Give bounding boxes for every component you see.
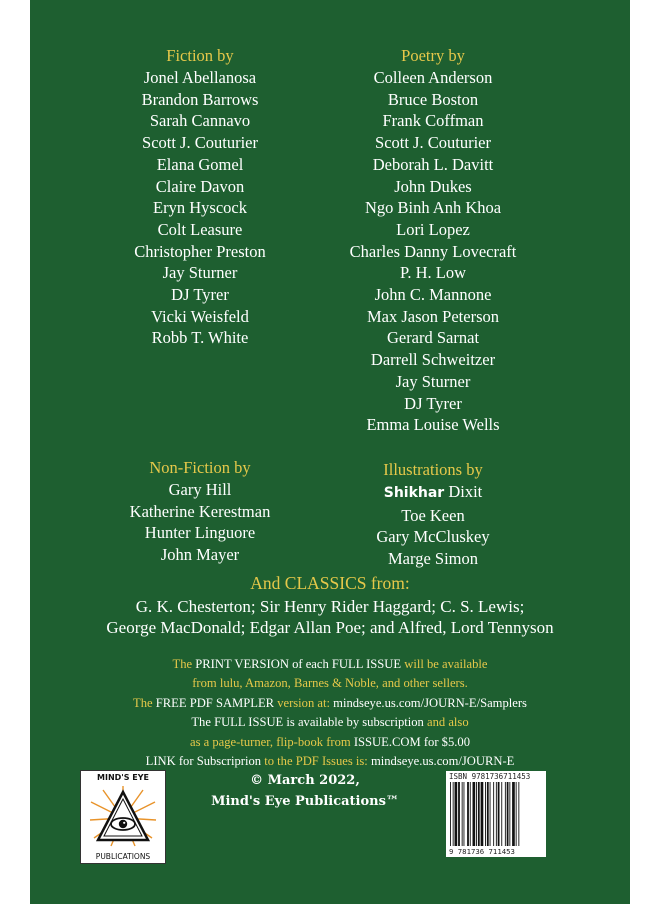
poetry-heading: Poetry by (401, 46, 465, 65)
contributor-name: Toe Keen (401, 505, 465, 525)
contributor-name: Jay Sturner (395, 371, 471, 391)
nonfiction-section (70, 457, 330, 566)
contributor-name: Scott J. Couturier (142, 133, 258, 153)
contributor-name: Max Jason Peterson (367, 306, 499, 326)
contributor-name: Elana Gomel (156, 154, 244, 174)
classics-line-1: G. K. Chesterton; Sir Henry Rider Haggard; C. S. Lewis; (135, 597, 525, 616)
contributor-name: Deborah L. Davitt (372, 154, 494, 174)
availability-info (30, 655, 630, 771)
contributor-name: John C. Mannone (374, 285, 492, 305)
contributor-name: Lori Lopez (396, 219, 470, 239)
contributor-name: Christopher Preston (134, 241, 266, 261)
contributor-name: John Mayer (160, 545, 240, 565)
copyright-line-2: Mind's Eye Publications™ (211, 794, 399, 809)
classics-heading: And CLASSICS from: (250, 573, 410, 593)
contributor-name: Marge Simon (388, 549, 478, 569)
contributor-name: Eryn Hyscock (153, 198, 247, 218)
logo-top-text: MIND'S EYE (97, 773, 149, 782)
contributor-name: Colleen Anderson (373, 68, 493, 87)
illustrations-section (310, 459, 556, 570)
logo-bottom-text: PUBLICATIONS (95, 852, 151, 861)
contributor-name: Charles Danny Lovecraft (349, 241, 517, 261)
info-line-2: from lulu, Amazon, Barnes & Noble, and other sellers. (192, 676, 468, 691)
contributor-name: Hunter Linguore (144, 523, 256, 543)
copyright (190, 770, 420, 812)
info-line-4: The FULL ISSUE is available by subscription and also (191, 715, 469, 730)
poetry-section (310, 45, 556, 436)
contributor-name: Brandon Barrows (141, 89, 259, 109)
info-line-3: The FREE PDF SAMPLER version at: mindseye.us.com/JOURN-E/Samplers (133, 695, 527, 710)
fiction-heading: Fiction by (166, 46, 234, 65)
contributor-name: Gary Hill (168, 480, 232, 499)
contributor-name: Gerard Sarnat (386, 328, 480, 348)
contributor-name: Bruce Boston (387, 89, 479, 109)
contributor-name: Katherine Kerestman (129, 501, 271, 521)
info-line-1: The PRINT VERSION of each FULL ISSUE will be available (172, 657, 488, 671)
contributor-name: Gary McCluskey (376, 527, 490, 547)
illustrations-heading: Illustrations by (383, 460, 483, 479)
fiction-section (70, 45, 330, 349)
contributor-name: Shikhar Dixit (383, 482, 483, 501)
classics-line-2: George MacDonald; Edgar Allan Poe; and Alfred, Lord Tennyson (106, 618, 554, 637)
barcode-icon (450, 782, 542, 846)
contributor-name: DJ Tyrer (404, 393, 462, 413)
publisher-logo (80, 770, 166, 864)
contributor-name: Vicki Weisfeld (151, 306, 249, 326)
contributor-name: Ngo Binh Anh Khoa (364, 198, 502, 218)
barcode-digits: 9 781736 711453 (449, 847, 515, 856)
contributor-name: Frank Coffman (382, 111, 484, 131)
contributor-name: Claire Davon (155, 176, 245, 196)
contributor-name: Scott J. Couturier (375, 133, 491, 153)
info-line-5: as a page-turner, flip-book from ISSUE.COM for $5.00 (189, 734, 470, 749)
contributor-name: DJ Tyrer (171, 285, 229, 305)
copyright-line-1: © March 2022, (250, 773, 360, 788)
isbn-barcode (446, 771, 546, 857)
back-cover (30, 0, 630, 904)
contributor-name: Darrell Schweitzer (370, 350, 496, 370)
contributor-name: Jonel Abellanosa (143, 68, 257, 87)
contributor-name: P. H. Low (399, 263, 466, 283)
contributor-name: Sarah Cannavo (149, 111, 251, 131)
contributor-name: Jay Sturner (162, 263, 238, 283)
contributor-name: Colt Leasure (157, 219, 243, 239)
contributor-name: Robb T. White (151, 328, 249, 348)
isbn-text: ISBN 9781736711453 (449, 772, 531, 781)
all-seeing-eye-icon (88, 784, 158, 848)
nonfiction-heading: Non-Fiction by (149, 458, 251, 477)
info-line-6: LINK for Subscriprion to the PDF Issues is: mindseye.us.com/JOURN-E (145, 754, 515, 769)
contributor-name: Emma Louise Wells (366, 415, 500, 435)
contributor-name: John Dukes (394, 176, 472, 196)
